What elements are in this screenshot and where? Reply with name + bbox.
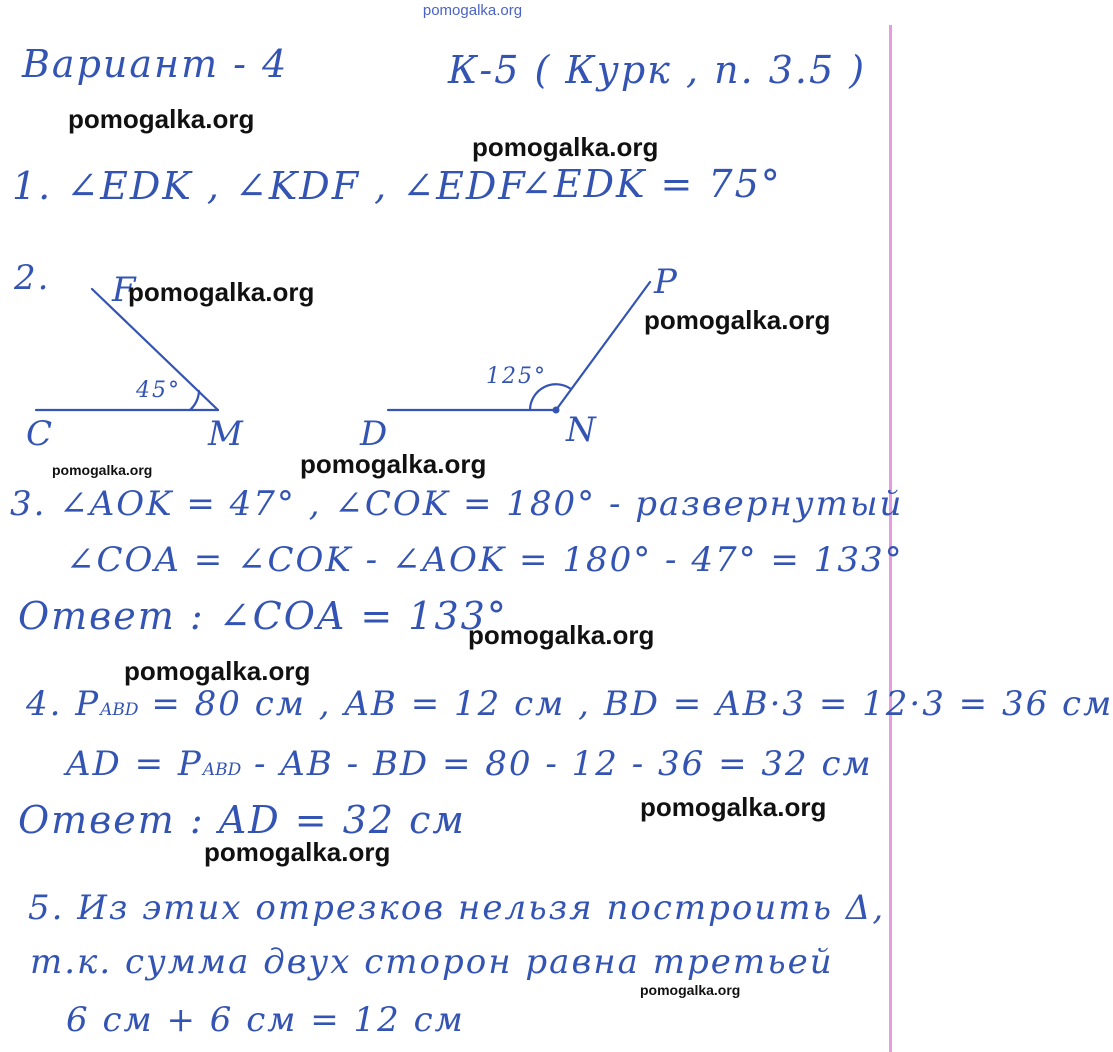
task5-line1: 5. Из этих отрезков нельзя построить Δ,: [28, 888, 886, 928]
task3-line2: ∠COA = ∠COK - ∠AOK = 180° - 47° = 133°: [66, 540, 904, 580]
vertex-n-dot: [553, 407, 560, 414]
ray-np: [556, 282, 650, 410]
source-reference: К-5 ( Курк , п. 3.5 ): [448, 48, 867, 92]
task4-line2-prefix: AD = P: [66, 744, 203, 784]
task4-line1-rest: = 80 см , AB = 12 см , BD = AB·3 = 12·3 = 36 см: [138, 684, 1113, 724]
task4-line2-subscript: ABD: [202, 760, 242, 780]
watermark: pomogalka.org: [468, 620, 655, 650]
label-n: N: [566, 410, 598, 450]
watermark: pomogalka.org: [640, 982, 741, 998]
label-p: P: [654, 262, 679, 302]
task4-answer: Ответ : AD = 32 см: [18, 798, 466, 842]
task4-line1-subscript: ABD: [100, 700, 139, 720]
task5-line3: 6 см + 6 см = 12 см: [66, 1000, 465, 1040]
task3-answer: Ответ : ∠COA = 133°: [18, 594, 508, 638]
watermark: pomogalka.org: [300, 449, 487, 479]
watermark: pomogalka.org: [68, 104, 255, 134]
task2-number: 2.: [14, 258, 51, 298]
label-m: M: [208, 414, 245, 454]
task4-line2-rest: - AB - BD = 80 - 12 - 36 = 32 см: [241, 744, 873, 784]
watermark: pomogalka.org: [640, 792, 827, 822]
watermark: pomogalka.org: [52, 462, 153, 478]
task1-result: ∠EDK = 75°: [520, 162, 782, 206]
task4-line1-prefix: 4. P: [26, 684, 101, 724]
task4-line1: [26, 684, 1113, 724]
label-c: C: [26, 414, 55, 454]
angle-125-label: 125°: [486, 364, 547, 389]
label-f: F: [112, 270, 138, 310]
angle-45-label: 45°: [136, 378, 181, 403]
watermark: pomogalka.org: [124, 656, 311, 686]
task1-angles: 1. ∠EDK , ∠KDF , ∠EDF: [12, 164, 527, 208]
site-link[interactable]: pomogalka.org: [422, 2, 523, 19]
task4-line2: [66, 744, 873, 784]
arc-45: [190, 391, 199, 410]
watermark: pomogalka.org: [644, 305, 831, 335]
task3-line1: 3. ∠AOK = 47° , ∠COK = 180° - развернутый: [10, 484, 904, 524]
watermark: pomogalka.org: [128, 277, 315, 307]
watermark: pomogalka.org: [204, 837, 391, 867]
variant-title: Вариант - 4: [22, 42, 289, 86]
label-d: D: [360, 414, 390, 454]
watermark: pomogalka.org: [472, 132, 659, 162]
task5-line2: т.к. сумма двух сторон равна третьей: [30, 942, 834, 982]
